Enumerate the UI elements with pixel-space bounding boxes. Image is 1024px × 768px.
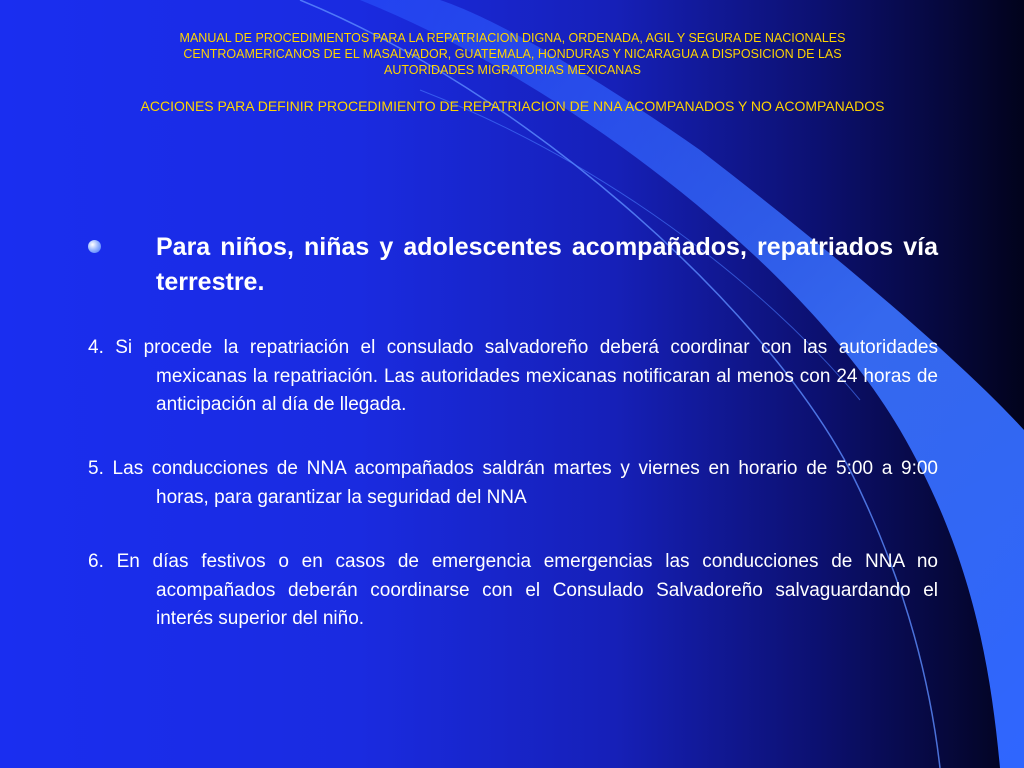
title-line-2: CENTROAMERICANOS DE EL MASALVADOR, GUATEMALA, HONDURAS Y NICARAGUA A DISPOSICION DE LAS: [183, 47, 842, 61]
bullet-dot-icon: [88, 240, 101, 253]
title-line-1: MANUAL DE PROCEDIMIENTOS PARA LA REPATRIACION DIGNA, ORDENADA, AGIL Y SEGURA DE NACIONALES: [179, 31, 846, 45]
bullet-text: Para niños, niñas y adolescentes acompañados, repatriados vía terrestre.: [156, 233, 938, 296]
slide-subtitle: ACCIONES PARA DEFINIR PROCEDIMIENTO DE REPATRIACION DE NNA ACOMPANADOS Y NO ACOMPANADOS: [140, 98, 885, 114]
bullet-item: [88, 230, 938, 300]
paragraph-6: 6. En días festivos o en casos de emergencia emergencias las conducciones de NNA no acompañados deberán coordinarse con el Consulado Salvadoreño salvaguardando el interés superior del niño.: [88, 551, 938, 629]
paragraph-5: 5. Las conducciones de NNA acompañados saldrán martes y viernes en horario de 5:00 a 9:00 horas, para garantizar la seguridad del NNA: [88, 458, 938, 508]
slide-title-block: [110, 30, 915, 115]
paragraph-4: 4. Si procede la repatriación el consulado salvadoreño deberá coordinar con las autoridades mexicanas la repatriación. Las autoridades mexicanas notificaran al menos con 24 horas de anticipación al día de llegada.: [88, 337, 938, 415]
title-line-3: AUTORIDADES MIGRATORIAS MEXICANAS: [384, 63, 641, 77]
